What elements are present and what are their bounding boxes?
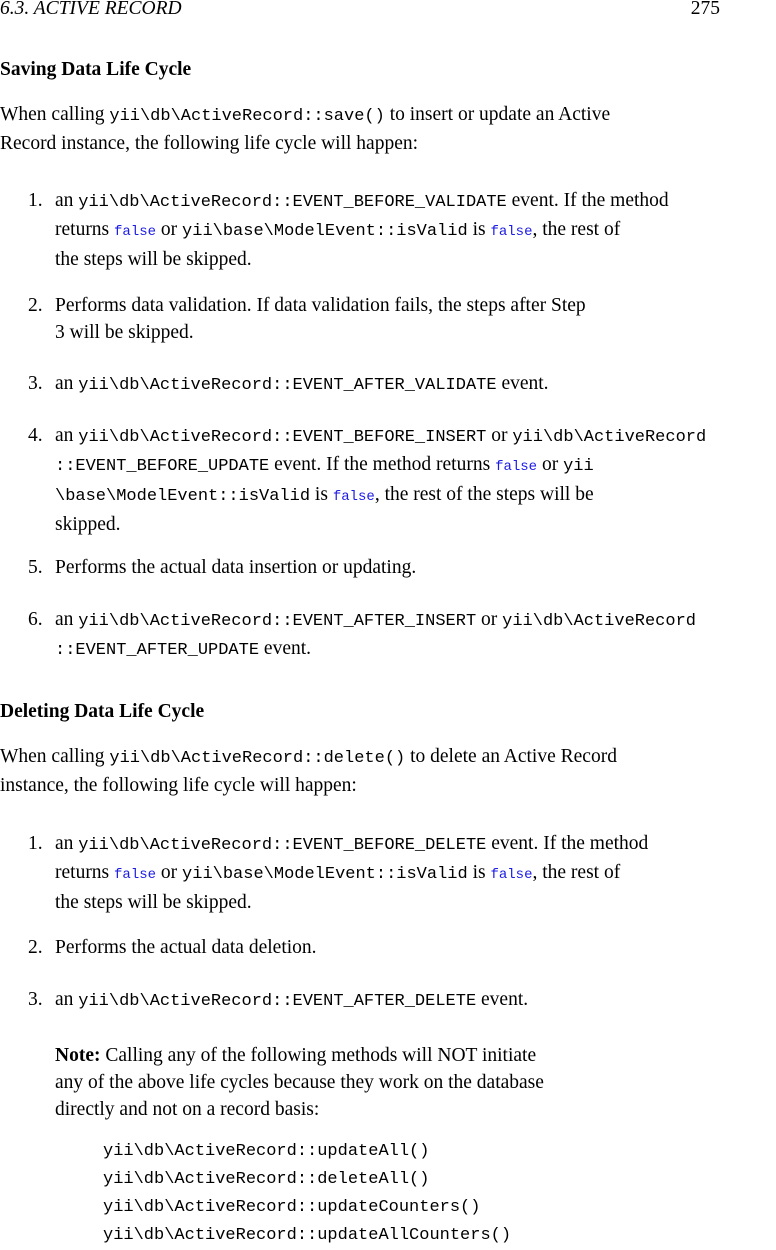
note-label: Note: xyxy=(55,1045,101,1066)
note-code-list xyxy=(103,1138,511,1250)
code-line: yii\db\ActiveRecord::deleteAll() xyxy=(103,1170,430,1189)
code-delete: yii\db\ActiveRecord::delete() xyxy=(109,749,406,768)
saving-step-4: 4. an yii\db\ActiveRecord::EVENT_BEFORE_INSERT or yii\db\ActiveRecord ::EVENT_BEFORE_UPDATE event. If the method returns false or yii \base\ModelEvent::isValid is false, the rest of the steps will be skipped. xyxy=(28,425,707,535)
running-header xyxy=(0,0,720,22)
header-section: 6.3. ACTIVE RECORD xyxy=(0,0,182,19)
code-line: yii\db\ActiveRecord::updateAllCounters() xyxy=(103,1226,512,1245)
deleting-step-3: 3. an yii\db\ActiveRecord::EVENT_AFTER_DELETE event. xyxy=(28,989,529,1011)
deleting-intro: When calling yii\db\ActiveRecord::delete() to delete an Active Record instance, the following life cycle will happen: xyxy=(0,746,617,796)
saving-step-3: 3. an yii\db\ActiveRecord::EVENT_AFTER_VALIDATE event. xyxy=(28,373,549,395)
saving-step-6: 6. an yii\db\ActiveRecord::EVENT_AFTER_INSERT or yii\db\ActiveRecord ::EVENT_AFTER_UPDATE event. xyxy=(28,609,696,660)
saving-step-2: 2. Performs data validation. If data validation fails, the steps after Step 3 will be skipped. xyxy=(28,295,586,343)
deleting-step-2: 2. Performs the actual data deletion. xyxy=(28,937,317,958)
deleting-step-1: 1. an yii\db\ActiveRecord::EVENT_BEFORE_DELETE event. If the method returns false or yii\base\ModelEvent::isValid is false, the rest of the steps will be skipped. xyxy=(28,833,649,913)
saving-intro: When calling yii\db\ActiveRecord::save() to insert or update an Active Record instance, the following life cycle will happen: xyxy=(0,104,611,154)
note-block: Note: Calling any of the following methods will NOT initiate any of the above life cycles because they work on the database directly and not on a record basis: xyxy=(55,1045,544,1120)
section-title-saving: Saving Data Life Cycle xyxy=(0,59,192,80)
section-title-deleting: Deleting Data Life Cycle xyxy=(0,701,205,722)
code-save: yii\db\ActiveRecord::save() xyxy=(109,107,385,126)
page-number: 275 xyxy=(690,0,720,19)
code-line: yii\db\ActiveRecord::updateAll() xyxy=(103,1142,430,1161)
code-line: yii\db\ActiveRecord::updateCounters() xyxy=(103,1198,481,1217)
saving-step-5: 5. Performs the actual data insertion or updating. xyxy=(28,557,417,578)
saving-step-1: 1. an yii\db\ActiveRecord::EVENT_BEFORE_VALIDATE event. If the method returns false or yii\base\ModelEvent::isValid is false, the rest of the steps will be skipped. xyxy=(28,190,669,270)
